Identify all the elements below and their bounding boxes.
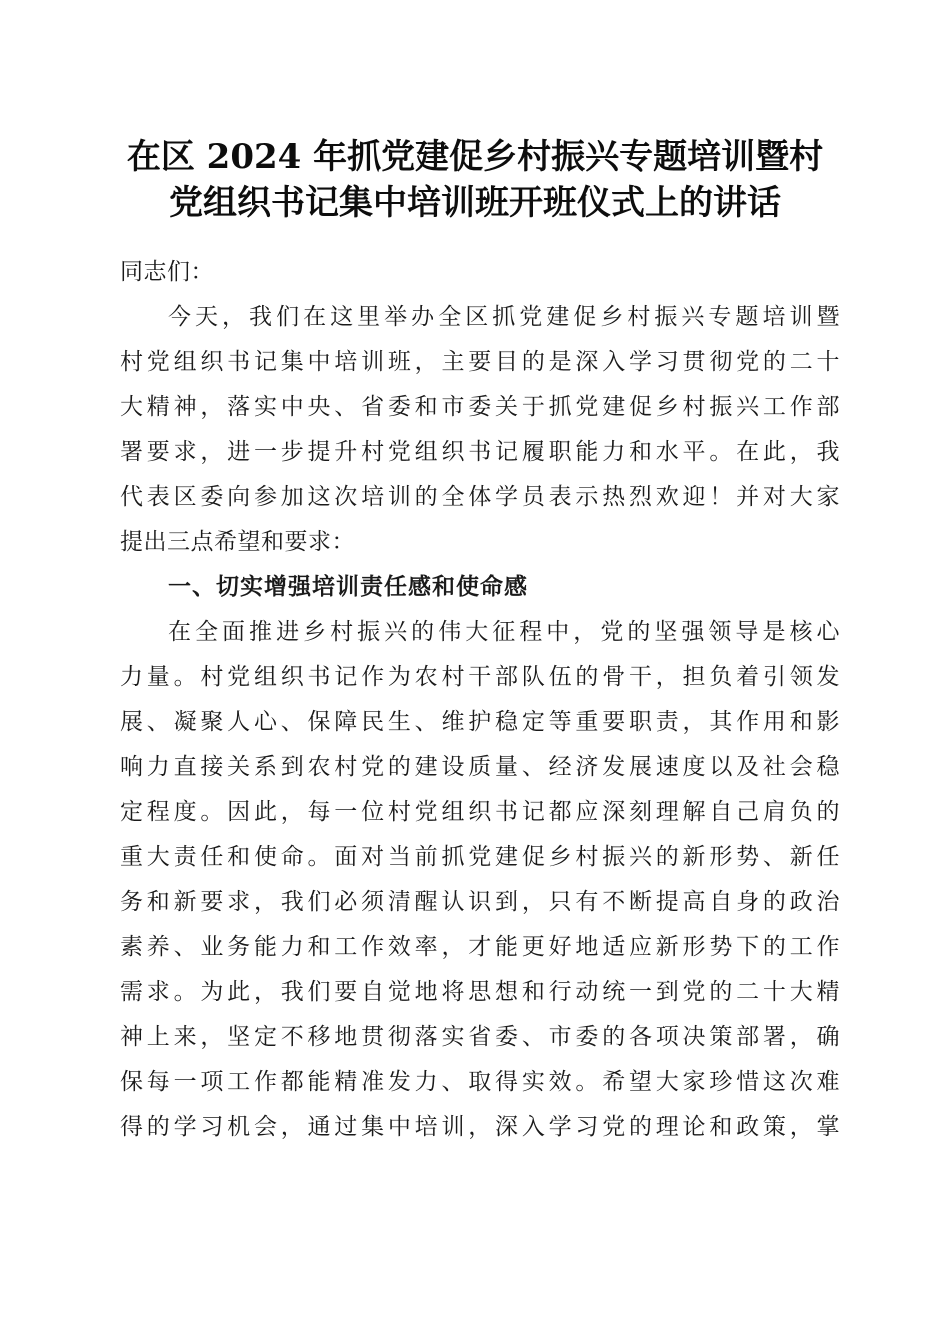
salutation: 同志们： xyxy=(120,259,214,285)
paragraph-line: 重大责任和使命。面对当前抓党建促乡村振兴的新形势、新任 xyxy=(120,844,840,870)
document-title xyxy=(100,134,850,226)
paragraph-line: 今天，我们在这里举办全区抓党建促乡村振兴专题培训暨 xyxy=(168,304,840,330)
paragraph-line: 得的学习机会，通过集中培训，深入学习党的理论和政策，掌 xyxy=(120,1114,840,1140)
paragraph-line: 力量。村党组织书记作为农村干部队伍的骨干，担负着引领发 xyxy=(120,664,840,690)
document-body xyxy=(120,250,840,1150)
paragraph-line: 需求。为此，我们要自觉地将思想和行动统一到党的二十大精 xyxy=(120,979,840,1005)
paragraph-line: 署要求，进一步提升村党组织书记履职能力和水平。在此，我 xyxy=(120,439,840,465)
paragraph-line: 代表区委向参加这次培训的全体学员表示热烈欢迎！并对大家 xyxy=(120,484,840,510)
title-line-2: 党组织书记集中培训班开班仪式上的讲话 xyxy=(169,183,781,223)
paragraph-line: 神上来，坚定不移地贯彻落实省委、市委的各项决策部署，确 xyxy=(120,1024,840,1050)
paragraph-line: 定程度。因此，每一位村党组织书记都应深刻理解自己肩负的 xyxy=(120,799,840,825)
section-heading: 一、切实增强培训责任感和使命感 xyxy=(168,574,528,600)
paragraph-line: 展、凝聚人心、保障民生、维护稳定等重要职责，其作用和影 xyxy=(120,709,840,735)
paragraph-line: 保每一项工作都能精准发力、取得实效。希望大家珍惜这次难 xyxy=(120,1069,840,1095)
paragraph-line: 响力直接关系到农村党的建设质量、经济发展速度以及社会稳 xyxy=(120,754,840,780)
title-line-1: 在区 2024 年抓党建促乡村振兴专题培训暨村 xyxy=(126,137,824,177)
paragraph-line: 提出三点希望和要求： xyxy=(120,529,355,555)
paragraph-line: 村党组织书记集中培训班，主要目的是深入学习贯彻党的二十 xyxy=(120,349,840,375)
paragraph-line: 素养、业务能力和工作效率，才能更好地适应新形势下的工作 xyxy=(120,934,840,960)
paragraph-line: 在全面推进乡村振兴的伟大征程中，党的坚强领导是核心 xyxy=(168,619,840,645)
paragraph-line: 务和新要求，我们必须清醒认识到，只有不断提高自身的政治 xyxy=(120,889,840,915)
paragraph-line: 大精神，落实中央、省委和市委关于抓党建促乡村振兴工作部 xyxy=(120,394,840,420)
